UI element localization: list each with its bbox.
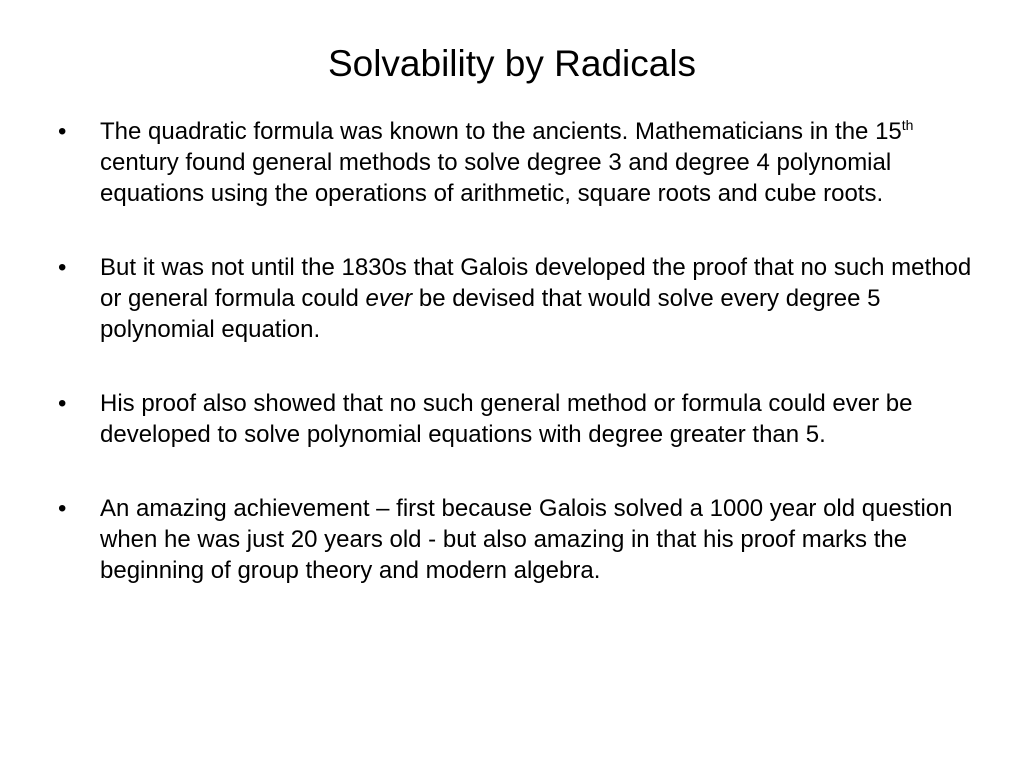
bullet-icon: • <box>58 254 67 281</box>
bullet-text-part: The quadratic formula was known to the ancients. Mathematicians in the 15 <box>100 118 902 145</box>
bullet-text <box>100 254 971 343</box>
bullet-icon: • <box>58 495 67 522</box>
slide-title: Solvability by Radicals <box>327 43 697 84</box>
bullet-item <box>56 116 986 209</box>
bullet-icon: • <box>58 118 67 145</box>
bullet-icon: • <box>58 390 67 417</box>
bullet-text-part: But it was not until the 1830s that Galois developed the proof that no such method or general formula could <box>100 254 972 312</box>
bullet-text-part: century found general methods to solve degree 3 and degree 4 polynomial equations using the operations of arithmetic, square roots and cube roots. <box>100 149 892 207</box>
bullet-item <box>56 388 986 450</box>
bullet-item <box>56 252 986 345</box>
bullet-list <box>56 116 986 629</box>
emphasized-word: ever <box>365 285 413 312</box>
ordinal-superscript: th <box>901 117 914 133</box>
bullet-item <box>56 493 986 586</box>
bullet-text-part: be devised that would solve every degree 5 polynomial equation. <box>100 285 881 343</box>
bullet-text: His proof also showed that no such general method or formula could ever be developed to solve polynomial equations with degree greater than 5. <box>100 390 913 448</box>
bullet-text <box>100 118 913 207</box>
bullet-text: An amazing achievement – first because Galois solved a 1000 year old question when he was just 20 years old - but also amazing in that his proof marks the beginning of group theory and modern algebra. <box>100 495 953 584</box>
